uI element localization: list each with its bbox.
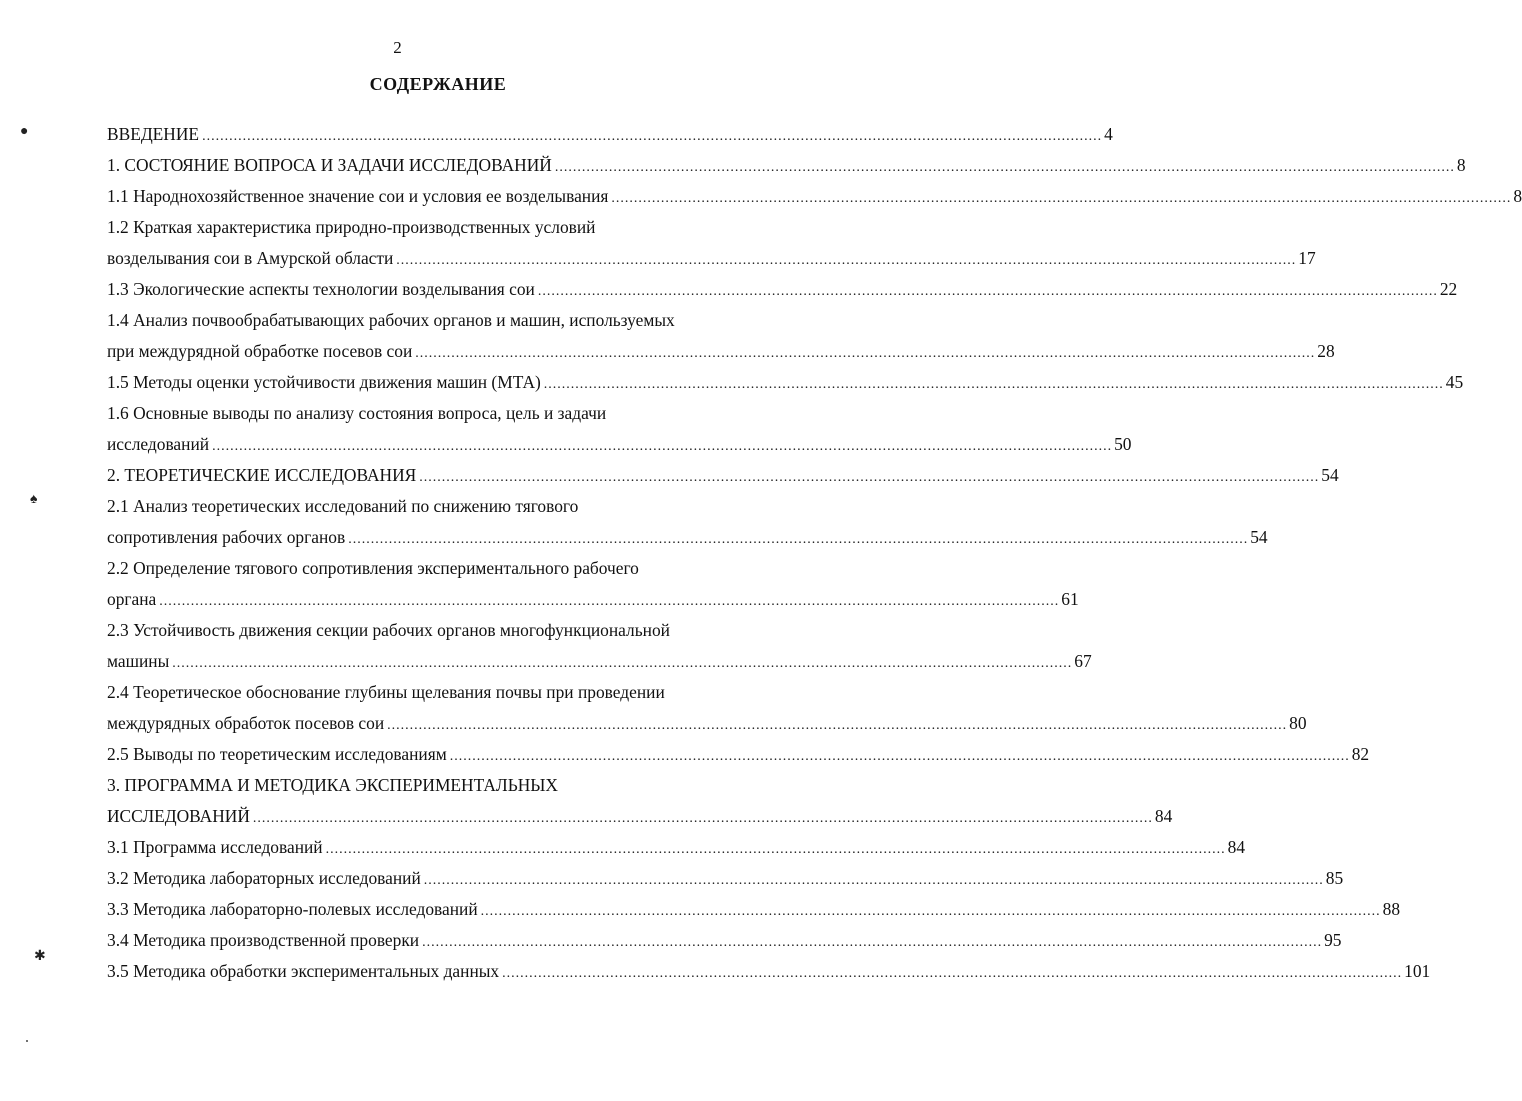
- toc-entry-line: [107, 336, 1335, 367]
- toc-entry-line: [107, 832, 1246, 863]
- toc-page-number: 22: [1439, 279, 1458, 299]
- toc-entry-line: [107, 863, 1344, 894]
- toc-entry-label: 3.4 Методика производственной проверки: [107, 930, 420, 950]
- toc-entry[interactable]: [107, 832, 1246, 863]
- toc-entry[interactable]: [107, 491, 1268, 553]
- toc-entry-label: 3.1 Программа исследований: [107, 837, 323, 857]
- toc-entry-label: 2. ТЕОРЕТИЧЕСКИЕ ИССЛЕДОВАНИЯ: [107, 465, 417, 485]
- page-number: 2: [393, 38, 402, 57]
- toc-entry[interactable]: [107, 305, 1335, 367]
- toc-page-number: 8: [1456, 155, 1466, 175]
- toc-entry[interactable]: [107, 460, 1339, 491]
- toc-page-number: 17: [1298, 248, 1316, 268]
- toc-entry-text: 2.1 Анализ теоретических исследований по снижению тягового: [107, 496, 579, 516]
- toc-entry[interactable]: [107, 553, 1079, 615]
- toc-page-number: 4: [1104, 124, 1113, 144]
- toc-entry-label: при междурядной обработке посевов сои: [107, 341, 413, 361]
- toc-page-number: 28: [1317, 341, 1335, 361]
- toc-entry-line: [107, 522, 1268, 553]
- toc-page-number: 8: [1513, 186, 1522, 206]
- toc-entry-line: [107, 646, 1092, 677]
- dot-leader: ........................................................................................................................................................................................................: [172, 656, 1073, 671]
- dot-leader: ........................................................................................................................................................................................................: [348, 532, 1249, 547]
- toc-page-number: 95: [1324, 930, 1342, 950]
- toc-entry[interactable]: [107, 398, 1132, 460]
- toc-entry-line: [107, 119, 1113, 150]
- scan-speck: [26, 1040, 28, 1042]
- toc-entry[interactable]: [107, 956, 1431, 987]
- dot-leader: ........................................................................................................................................................................................................: [396, 253, 1297, 268]
- dot-leader: ........................................................................................................................................................................................................: [159, 594, 1060, 609]
- toc-entry-label: 3.5 Методика обработки экспериментальных данных: [107, 961, 500, 981]
- toc-entry-line: [107, 429, 1132, 460]
- toc-page-number: 101: [1404, 961, 1431, 981]
- dot-leader: ........................................................................................................................................................................................................: [423, 873, 1324, 888]
- toc-entry-text: 2.3 Устойчивость движения секции рабочих органов многофункциональной: [107, 620, 670, 640]
- dot-leader: ........................................................................................................................................................................................................: [543, 377, 1444, 392]
- toc-entry-line: [107, 739, 1370, 770]
- toc-entry-label: 1. СОСТОЯНИЕ ВОПРОСА И ЗАДАЧИ ИССЛЕДОВАНИЙ: [107, 155, 552, 175]
- toc-entry[interactable]: [107, 770, 1173, 832]
- scan-mark-3: ✱: [34, 949, 46, 964]
- scan-mark-2: ♠: [30, 492, 38, 507]
- toc-entry-label: 1.5 Методы оценки устойчивости движения машин (МТА): [107, 372, 541, 392]
- toc-entry-label: сопротивления рабочих органов: [107, 527, 346, 547]
- toc-entry-line: [107, 243, 1316, 274]
- toc-entry-label: 1.3 Экологические аспекты технологии возделывания сои: [107, 279, 535, 299]
- toc-page-number: 84: [1154, 806, 1173, 826]
- toc-entry-line: [107, 708, 1307, 739]
- toc-page-number: 84: [1227, 837, 1246, 857]
- dot-leader: ........................................................................................................................................................................................................: [502, 966, 1403, 981]
- toc-entry-line: [107, 956, 1431, 987]
- dot-leader: ........................................................................................................................................................................................................: [387, 718, 1288, 733]
- toc-entry[interactable]: [107, 119, 1113, 150]
- toc-page-number: 54: [1250, 527, 1268, 547]
- table-of-contents: [107, 119, 1522, 987]
- toc-entry-label: органа: [107, 589, 157, 609]
- toc-entry-label: 1.1 Народнохозяйственное значение сои и условия ее возделывания: [107, 186, 609, 206]
- toc-entry-label: 3.3 Методика лабораторно-полевых исследований: [107, 899, 478, 919]
- toc-entry-text: 2.2 Определение тягового сопротивления экспериментального рабочего: [107, 558, 639, 578]
- toc-entry-text: 1.2 Краткая характеристика природно-производственных условий: [107, 217, 596, 237]
- toc-page-number: 45: [1445, 372, 1464, 392]
- dot-leader: ........................................................................................................................................................................................................: [325, 842, 1226, 857]
- toc-entry-text: 3. ПРОГРАММА И МЕТОДИКА ЭКСПЕРИМЕНТАЛЬНЫХ: [107, 775, 558, 795]
- toc-entry-label: междурядных обработок посевов сои: [107, 713, 385, 733]
- toc-page-number: 80: [1289, 713, 1307, 733]
- toc-entry-line: [107, 460, 1339, 491]
- toc-entry-line: [107, 274, 1458, 305]
- toc-entry-text: 1.6 Основные выводы по анализу состояния вопроса, цель и задачи: [107, 403, 607, 423]
- toc-page-number: 54: [1321, 465, 1339, 485]
- toc-page-number: 82: [1351, 744, 1370, 764]
- dot-leader: ........................................................................................................................................................................................................: [212, 439, 1113, 454]
- dot-leader: ........................................................................................................................................................................................................: [537, 284, 1438, 299]
- toc-entry[interactable]: [107, 367, 1464, 398]
- toc-entry[interactable]: [107, 863, 1344, 894]
- toc-entry-line: [107, 801, 1173, 832]
- dot-leader: ........................................................................................................................................................................................................: [252, 811, 1153, 826]
- toc-entry-line: [107, 367, 1464, 398]
- toc-entry[interactable]: [107, 274, 1458, 305]
- toc-entry-label: ИССЛЕДОВАНИЙ: [107, 806, 250, 826]
- toc-entry-label: машины: [107, 651, 170, 671]
- toc-entry[interactable]: [107, 894, 1401, 925]
- toc-entry[interactable]: [107, 150, 1466, 181]
- toc-page-number: 85: [1325, 868, 1344, 888]
- toc-entry-text: 1.4 Анализ почвообрабатывающих рабочих органов и машин, используемых: [107, 310, 675, 330]
- toc-entry-line: [107, 894, 1401, 925]
- toc-entry[interactable]: [107, 212, 1316, 274]
- toc-entry-label: ВВЕДЕНИЕ: [107, 124, 200, 144]
- toc-page-number: 88: [1382, 899, 1401, 919]
- toc-page-number: 50: [1114, 434, 1132, 454]
- toc-entry-text: 2.4 Теоретическое обоснование глубины щелевания почвы при проведении: [107, 682, 665, 702]
- toc-entry-line: [107, 150, 1466, 181]
- toc-entry-line: [107, 584, 1079, 615]
- toc-entry[interactable]: [107, 925, 1342, 956]
- dot-leader: ........................................................................................................................................................................................................: [202, 129, 1103, 144]
- toc-page-number: 61: [1061, 589, 1079, 609]
- dot-leader: ........................................................................................................................................................................................................: [449, 749, 1350, 764]
- toc-entry-label: возделывания сои в Амурской области: [107, 248, 394, 268]
- dot-leader: ........................................................................................................................................................................................................: [422, 935, 1323, 950]
- dot-leader: ........................................................................................................................................................................................................: [554, 160, 1455, 175]
- toc-entry[interactable]: [107, 677, 1307, 739]
- dot-leader: ........................................................................................................................................................................................................: [415, 346, 1316, 361]
- dot-leader: ........................................................................................................................................................................................................: [480, 904, 1381, 919]
- toc-entry-line: [107, 925, 1342, 956]
- dot-leader: ........................................................................................................................................................................................................: [611, 191, 1512, 206]
- toc-entry-line: [107, 181, 1522, 212]
- toc-entry[interactable]: [107, 181, 1522, 212]
- toc-entry-label: 3.2 Методика лабораторных исследований: [107, 868, 421, 888]
- page-title: СОДЕРЖАНИЕ: [369, 74, 507, 94]
- dot-leader: ........................................................................................................................................................................................................: [419, 470, 1320, 485]
- toc-page-number: 67: [1074, 651, 1092, 671]
- toc-entry[interactable]: [107, 615, 1092, 677]
- scan-mark-1: ●: [20, 124, 29, 139]
- toc-entry[interactable]: [107, 739, 1370, 770]
- toc-entry-label: исследований: [107, 434, 210, 454]
- toc-entry-label: 2.5 Выводы по теоретическим исследованиям: [107, 744, 447, 764]
